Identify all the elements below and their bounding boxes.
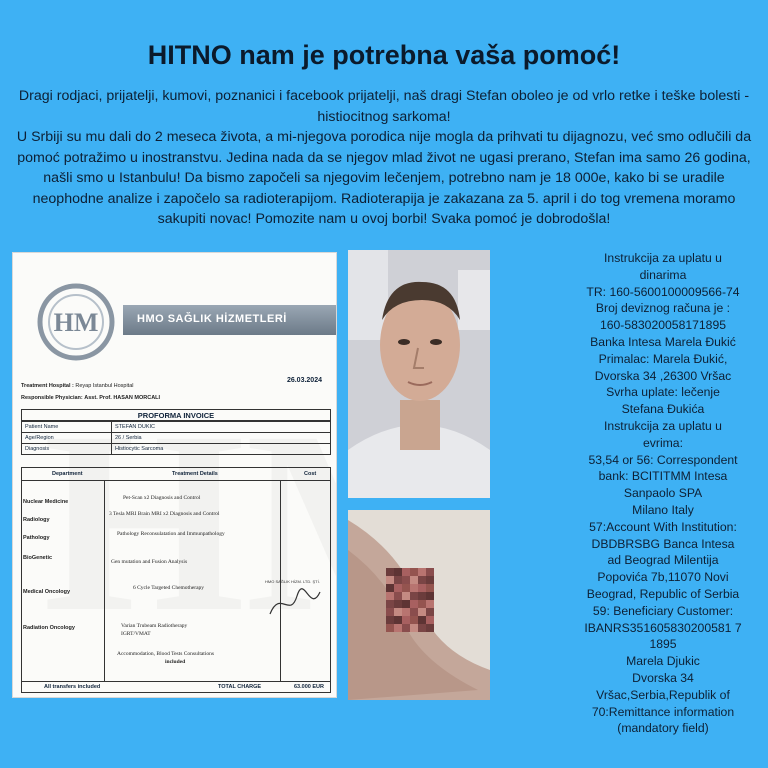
payment-line: dinarima bbox=[639, 267, 687, 282]
invoice-hospital: Treatment Hospital : Reyap Istanbul Hospital bbox=[21, 383, 134, 389]
pixel-block bbox=[402, 600, 410, 608]
pixel-block bbox=[410, 600, 418, 608]
payment-line: DBDBRSBG Banca Intesa bbox=[591, 536, 735, 551]
payment-line: (mandatory field) bbox=[617, 721, 709, 736]
col-cost: Cost bbox=[304, 471, 317, 477]
payment-line: 160-583020058171895 bbox=[599, 318, 727, 333]
total-label: TOTAL CHARGE bbox=[218, 684, 262, 690]
pixel-block bbox=[410, 608, 418, 616]
wound-photo bbox=[348, 510, 490, 700]
payment-instructions bbox=[568, 250, 758, 737]
pixel-block bbox=[418, 624, 426, 632]
payment-line: Instrukcija za uplatu u bbox=[604, 418, 722, 433]
pixel-block bbox=[426, 624, 434, 632]
pixel-block bbox=[410, 624, 418, 632]
pixel-block bbox=[426, 600, 434, 608]
patient-photo bbox=[348, 250, 490, 498]
pixel-block bbox=[394, 568, 402, 576]
dept-oncology: Medical Oncology bbox=[23, 589, 71, 595]
payment-line: Milano Italy bbox=[632, 502, 694, 517]
payment-line: Popovića 7b,11070 Novi bbox=[597, 570, 729, 585]
payment-line: bank: BCITITMM Intesa bbox=[598, 469, 728, 484]
payment-line: 57:Account With Institution: bbox=[589, 519, 737, 534]
pixel-block bbox=[426, 576, 434, 584]
payment-line: Marela Djukic bbox=[626, 654, 700, 669]
payment-line: evrima: bbox=[643, 435, 683, 450]
invoice-total-row bbox=[21, 681, 331, 693]
intro-paragraph-1: Dragi rodjaci, prijatelji, kumovi, poznanici i facebook prijatelji, naš dragi Stefan oboleo je od vrlo retke i teške bolesti - histiocitnog sarkoma! bbox=[18, 88, 750, 125]
proforma-invoice-image bbox=[12, 252, 337, 698]
pixel-block bbox=[386, 592, 394, 600]
pixel-block bbox=[394, 608, 402, 616]
pixel-block bbox=[426, 584, 434, 592]
signature-icon bbox=[265, 584, 325, 624]
pixel-block bbox=[386, 600, 394, 608]
payment-line: 53,54 or 56: Correspondent bbox=[588, 452, 738, 467]
detail-pathology: Pathology Reconsulatation and Immunpathology bbox=[117, 531, 225, 537]
pixel-block bbox=[394, 624, 402, 632]
payment-line: 70:Remittance information bbox=[591, 704, 735, 719]
pixel-block bbox=[410, 592, 418, 600]
intro-text bbox=[8, 86, 760, 230]
payment-line: Primalac: Marela Đukić, bbox=[598, 351, 728, 366]
pixel-block bbox=[402, 592, 410, 600]
table-row bbox=[22, 433, 331, 444]
table-row bbox=[22, 444, 331, 455]
payment-line: Dvorska 34 ,26300 Vršac bbox=[594, 368, 732, 383]
pixel-block bbox=[402, 616, 410, 624]
payment-line: 1895 bbox=[649, 637, 677, 652]
pixelated-wound bbox=[386, 568, 434, 632]
pixel-block bbox=[418, 616, 426, 624]
payment-line: Banka Intesa Marela Đukić bbox=[590, 334, 736, 349]
invoice-physician: Responsible Physician: Asst. Prof. HASAN MORCALI bbox=[21, 395, 161, 401]
payment-line: Dvorska 34 bbox=[632, 670, 694, 685]
table-row bbox=[22, 422, 331, 433]
pixel-block bbox=[418, 608, 426, 616]
pixel-block bbox=[410, 576, 418, 584]
pixel-block bbox=[410, 584, 418, 592]
pixel-block bbox=[394, 592, 402, 600]
detail-radiation-1: Varian Trubeam Radiotherapy bbox=[121, 623, 188, 629]
pixel-block bbox=[418, 600, 426, 608]
patient-face-icon bbox=[348, 250, 490, 498]
payment-line: TR: 160-5600100009566-74 bbox=[586, 284, 740, 299]
pixel-block bbox=[426, 592, 434, 600]
pixel-block bbox=[394, 584, 402, 592]
pixel-block bbox=[402, 568, 410, 576]
invoice-patient-table bbox=[21, 421, 331, 455]
pixel-block bbox=[410, 568, 418, 576]
payment-line: ad Beograd Milentija bbox=[607, 553, 719, 568]
invoice-banner: HMO SAĞLIK HİZMETLERİ bbox=[123, 305, 337, 335]
col-department: Department bbox=[52, 471, 83, 477]
payment-line: Svrha uplate: lečenje bbox=[606, 385, 720, 400]
pixel-block bbox=[386, 624, 394, 632]
pixel-block bbox=[426, 616, 434, 624]
pixel-block bbox=[386, 568, 394, 576]
dept-pathology: Pathology bbox=[23, 535, 50, 541]
invoice-date: 26.03.2024 bbox=[286, 377, 322, 384]
table-cell: Patient Name bbox=[22, 422, 112, 433]
pixel-block bbox=[394, 616, 402, 624]
table-cell: 26 / Serbia bbox=[112, 433, 331, 444]
table-cell: Diagnosis bbox=[22, 444, 112, 455]
payment-line: 59: Beneficiary Customer: bbox=[592, 603, 734, 618]
svg-text:HM: HM bbox=[53, 308, 99, 337]
pixel-block bbox=[386, 616, 394, 624]
pixel-block bbox=[418, 568, 426, 576]
total-value: 63.000 EUR bbox=[294, 684, 324, 690]
detail-accommodation-1: Accommodation, Blood Tests Consultations bbox=[117, 651, 214, 657]
payment-line: Beograd, Republic of Serbia bbox=[586, 586, 740, 601]
payment-line: Vršac,Serbia,Republik of bbox=[596, 687, 730, 702]
payment-line: IBANRS351605830200581 7 bbox=[584, 620, 742, 635]
payment-line: Sanpaolo SPA bbox=[623, 486, 703, 501]
pixel-block bbox=[418, 576, 426, 584]
pixel-block bbox=[418, 584, 426, 592]
pixel-block bbox=[386, 576, 394, 584]
detail-radiation-2: IGRT/VMAT bbox=[121, 631, 151, 637]
pixel-block bbox=[418, 592, 426, 600]
pixel-block bbox=[426, 568, 434, 576]
pixel-block bbox=[402, 608, 410, 616]
detail-biogenetic: Gen mutation and Fusion Analysis bbox=[111, 559, 188, 565]
pixel-block bbox=[386, 608, 394, 616]
payment-line: Stefana Đukića bbox=[621, 402, 705, 417]
headline: HITNO nam je potrebna vaša pomoć! bbox=[147, 40, 621, 70]
hmo-logo-icon bbox=[35, 281, 117, 363]
dept-biogenetic: BioGenetic bbox=[23, 555, 53, 561]
col-details: Treatment Details bbox=[172, 471, 218, 477]
intro-paragraph-2: U Srbiji su mu dali do 2 meseca života, a mi-njegova porodica nije mogla da prihvati tu dijagnozu, već smo odlučili da pomoć potražimo u inostranstvu. Jedina nada da se njegov mlad život ne ugasi prerano, Stefan ima samo 26 godina, našli smo u Istanbulu! Da bismo započeli sa njegovim lečenjem, potrebno nam je 18 000e, kako bi se uradile neophodne analize i započelo sa radioterapijom. Radioterapija je zakazana za 5. april i do tog vremena moramo sakupiti novac! Pomozite nam u ovoj borbi! Svaka pomoć je dobrodošla! bbox=[16, 129, 752, 227]
table-cell: Histiocytic Sarcoma bbox=[112, 444, 331, 455]
table-cell: Age/Region bbox=[22, 433, 112, 444]
pixel-block bbox=[402, 624, 410, 632]
pixel-block bbox=[386, 584, 394, 592]
pixel-block bbox=[402, 576, 410, 584]
pixel-block bbox=[410, 616, 418, 624]
invoice-stamp: HMO SAĞLIK HİZM. LTD. ŞTİ. bbox=[265, 579, 335, 639]
detail-radiology: 3 Tesla MRI Brain MRI x2 Diagnosis and Control bbox=[109, 511, 220, 517]
dept-radiology: Radiology bbox=[23, 517, 50, 523]
dept-radiation: Radiation Oncology bbox=[23, 625, 75, 631]
pixel-block bbox=[394, 600, 402, 608]
detail-nuclear: Pet-Scan x2 Diagnosis and Control bbox=[123, 495, 201, 501]
detail-oncology: 6 Cycle Targeted Chemotherapy bbox=[133, 585, 205, 591]
detail-accommodation-2: included bbox=[165, 659, 186, 665]
invoice-column-headers bbox=[21, 467, 331, 481]
pixel-block bbox=[426, 608, 434, 616]
footer-left: All transfers included bbox=[44, 684, 101, 690]
payment-line: Broj deviznog računa je : bbox=[595, 301, 731, 316]
payment-line: Instrukcija za uplatu u bbox=[604, 251, 722, 265]
table-cell: STEFAN DUKIC bbox=[112, 422, 331, 433]
pixel-block bbox=[394, 576, 402, 584]
dept-nuclear: Nuclear Medicine bbox=[23, 499, 69, 505]
invoice-title: PROFORMA INVOICE bbox=[21, 409, 331, 421]
pixel-block bbox=[402, 584, 410, 592]
